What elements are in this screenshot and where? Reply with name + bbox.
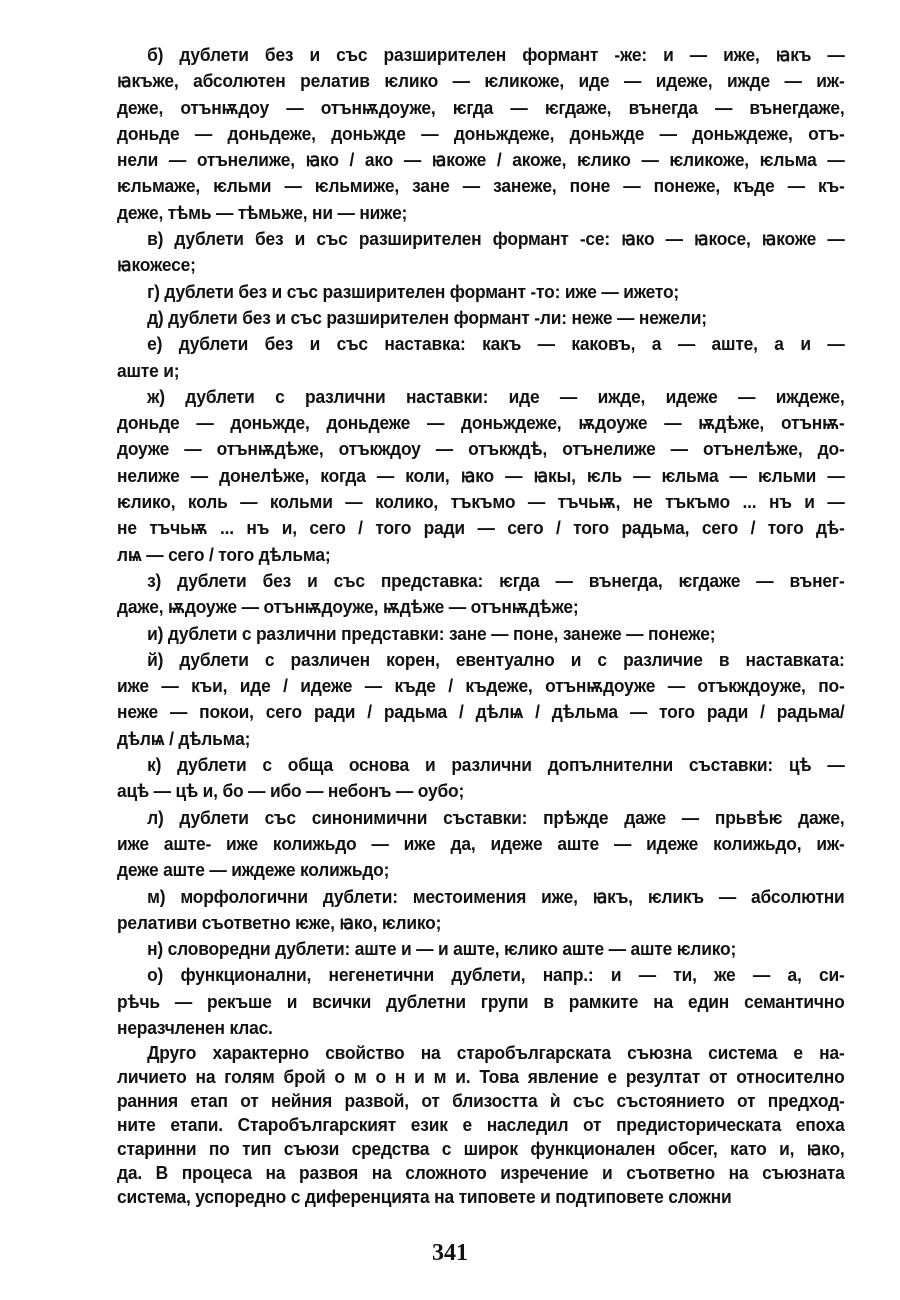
paragraph <box>117 42 845 226</box>
text-line: й) дублети с различен корен, евентуално и с различие в наставката: <box>147 648 845 670</box>
text-line: г) дублети без и със разширителен формант -то: иже — ижето; <box>147 280 680 302</box>
text-line: ѥлико, коль — кольми — колико, тъкъмо — тъчьѭ, не тъкъмо ... нъ и — <box>117 491 845 513</box>
text-line: в) дублети без и със разширителен формант -се: ꙗко — ꙗкосе, ꙗкоже — <box>147 228 845 250</box>
text-line: релативи съответно ѥже, ꙗко, ѥлико; <box>117 911 442 933</box>
paragraph <box>117 384 845 568</box>
text-line: доуже — отънѭдѣже, отъкждоу — отъкждѣ, отънелиже — отънелѣже, до- <box>117 438 845 460</box>
paragraph <box>117 1041 845 1209</box>
paragraph <box>117 305 845 331</box>
text-line: неже — покои, сего ради / радьма / дѣлѩ / дѣльма — того ради / радьма/ <box>117 701 845 723</box>
text-line: не тъчьѭ ... нъ и, сего / того ради — сего / того радьма, сего / того дѣ- <box>117 517 845 539</box>
text-line: личието на голям брой о м о н и м и. Това явление е резултат от относително <box>117 1066 845 1088</box>
text-line: рѣчь — рекъше и всички дублетни групи в рамките на един семантично <box>117 990 845 1012</box>
text-line: л) дублети със синонимични съставки: прѣжде даже — прьвѣѥ даже, <box>147 806 845 828</box>
text-line: ꙗкъже, абсолютен релатив ѥлико — ѥликоже, иде — идеже, ижде — иж- <box>117 70 845 92</box>
text-line: к) дублети с обща основа и различни допълнителни съставки: цѣ — <box>147 754 845 776</box>
text-line: деже, тѣмь — тѣмьже, ни — ниже; <box>117 201 408 223</box>
text-line: и) дублети с различни представки: зане — поне, занеже — понеже; <box>147 622 716 644</box>
text-line: старинни по тип съюзи средства с широк функционален обсег, като и, ꙗко, <box>117 1138 845 1160</box>
text-line: нелиже — донелѣже, когда — коли, ꙗко — ꙗкы, ѥль — ѥльма — ѥльми — <box>117 464 845 486</box>
text-line: е) дублети без и със наставка: какъ — каковъ, а — аште, а и — <box>147 333 845 355</box>
paragraph <box>117 647 845 752</box>
paragraph <box>117 279 845 305</box>
page-number: 341 <box>432 1240 468 1266</box>
text-line: деже, отънѭдоу — отънѭдоуже, ѥгда — ѥгдаже, вънегда — вънегдаже, <box>117 96 845 118</box>
text-line: ж) дублети с различни наставки: иде — ижде, идеже — иждеже, <box>147 385 845 407</box>
paragraph <box>117 805 845 884</box>
text-line: ните етапи. Старобългарският език е наследил от предисторическата епоха <box>117 1114 845 1136</box>
paragraph <box>117 226 845 279</box>
page-body <box>117 42 845 1209</box>
text-line: аште и; <box>117 359 180 381</box>
text-line: н) словоредни дублети: аште и — и аште, ѥлико аште — аште ѥлико; <box>147 938 737 960</box>
paragraph <box>117 621 845 647</box>
text-line: дѣлѩ / дѣльма; <box>117 727 251 749</box>
text-line: м) морфологични дублети: местоимения иже, ꙗкъ, ѥликъ — абсолютни <box>147 885 845 907</box>
text-line: з) дублети без и със представка: ѥгда — вънегда, ѥгдаже — вънег- <box>147 569 845 591</box>
text-line: лѩ — сего / того дѣльма; <box>117 543 331 565</box>
text-line: система, успоредно с диференцията на типовете и подтиповете сложни <box>117 1186 732 1208</box>
text-line: Друго характерно свойство на старобългарската съюзна система е на- <box>147 1042 845 1064</box>
text-line: доньде — доньжде, доньдеже — доньждеже, ѭдоуже — ѭдѣже, отънѭ- <box>117 412 845 434</box>
text-line: даже, ѭдоуже — отънѭдоуже, ѭдѣже — отънѭдѣже; <box>117 596 579 618</box>
paragraph <box>117 962 845 1041</box>
text-line: б) дублети без и със разширителен формант -же: и — иже, ꙗкъ — <box>147 44 845 65</box>
paragraph <box>117 884 845 937</box>
text-line: ꙗкожесе; <box>117 254 196 276</box>
text-line: нели — отънелиже, ꙗко / ако — ꙗкоже / акоже, ѥлико — ѥликоже, ѥльма — <box>117 149 845 171</box>
text-line: о) функционални, негенетични дублети, напр.: и — ти, же — а, си- <box>147 964 845 986</box>
text-line: ѥльмаже, ѥльми — ѥльмиже, зане — занеже, поне — понеже, къде — къ- <box>117 175 845 197</box>
text-line: ацѣ — цѣ и, бо — ибо — небонъ — оубо; <box>117 780 465 802</box>
text-line: ранния етап от нейния развой, от близостта ѝ със състоянието от предход- <box>117 1090 845 1112</box>
paragraph <box>117 752 845 805</box>
text-line: деже аште — иждеже колижьдо; <box>117 859 390 881</box>
paragraph <box>117 568 845 621</box>
text-line: д) дублети без и със разширителен формант -ли: неже — нежели; <box>147 306 707 328</box>
paragraph <box>117 331 845 384</box>
text-line: иже — къи, иде / идеже — къде / къдеже, отънѭдоуже — отъкждоуже, по- <box>117 675 845 697</box>
text-line: иже аште- иже колижьдо — иже да, идеже аште — идеже колижьдо, иж- <box>117 832 845 854</box>
text-line: да. В процеса на развоя на сложното изречение и съответно на съюзната <box>117 1162 845 1184</box>
text-line: доньде — доньдеже, доньжде — доньждеже, доньжде — доньждеже, отъ- <box>117 122 845 144</box>
paragraph <box>117 936 845 962</box>
text-line: неразчленен клас. <box>117 1016 273 1038</box>
